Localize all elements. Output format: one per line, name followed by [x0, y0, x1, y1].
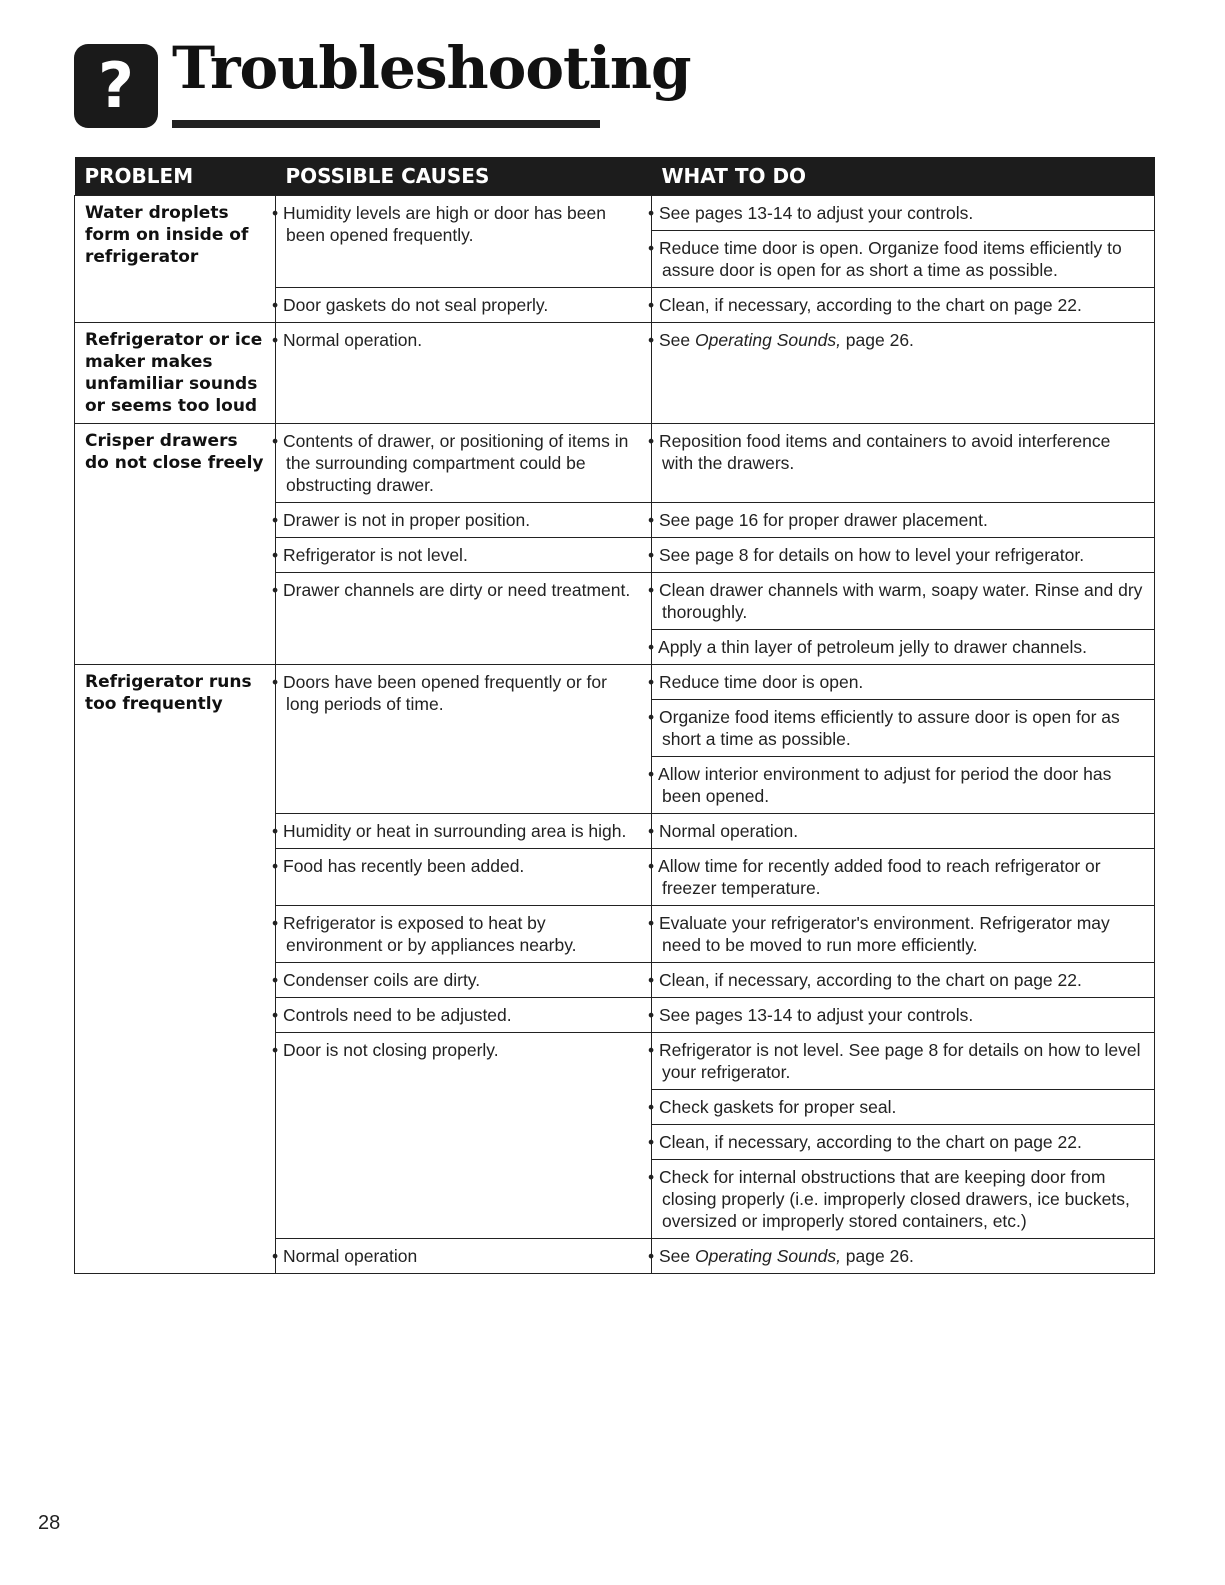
- table-header-row: [75, 157, 1155, 196]
- what-to-do-cell: • Evaluate your refrigerator's environment. Refrigerator may need to be moved to run more efficiently.: [652, 906, 1155, 963]
- cause-cell: • Drawer is not in proper position.: [276, 503, 652, 538]
- table-row: [75, 196, 1155, 231]
- what-to-do-cell: • Refrigerator is not level. See page 8 for details on how to level your refrigerator.: [652, 1033, 1155, 1090]
- what-to-do-cell: [652, 323, 1155, 424]
- what-to-do-cell: • Clean drawer channels with warm, soapy water. Rinse and dry thoroughly.: [652, 573, 1155, 630]
- troubleshooting-table: [74, 157, 1155, 1274]
- cause-cell: • Refrigerator is not level.: [276, 538, 652, 573]
- todo-text: See: [659, 1246, 695, 1266]
- problem-cell: Crisper drawers do not close freely: [75, 424, 276, 665]
- what-to-do-cell: • Normal operation.: [652, 814, 1155, 849]
- table-body: [75, 196, 1155, 1274]
- what-to-do-cell: • Reduce time door is open.: [652, 665, 1155, 700]
- what-to-do-cell: • Reposition food items and containers to avoid interference with the drawers.: [652, 424, 1155, 503]
- what-to-do-cell: • Clean, if necessary, according to the chart on page 22.: [652, 1125, 1155, 1160]
- cause-cell: • Contents of drawer, or positioning of items in the surrounding compartment could be obstructing drawer.: [276, 424, 652, 503]
- page-title: Troubleshooting: [172, 34, 691, 102]
- what-to-do-cell: • Check gaskets for proper seal.: [652, 1090, 1155, 1125]
- problem-cell: Refrigerator or ice maker makes unfamiliar sounds or seems too loud: [75, 323, 276, 424]
- cause-cell: • Drawer channels are dirty or need treatment.: [276, 573, 652, 665]
- cause-cell: • Normal operation.: [276, 323, 652, 424]
- what-to-do-cell: • See page 8 for details on how to level your refrigerator.: [652, 538, 1155, 573]
- what-to-do-cell: • Clean, if necessary, according to the chart on page 22.: [652, 288, 1155, 323]
- todo-text: page 26.: [840, 330, 914, 350]
- what-to-do-cell: [652, 1239, 1155, 1274]
- todo-text: See: [659, 330, 695, 350]
- what-to-do-cell: • Check for internal obstructions that are keeping door from closing properly (i.e. improperly closed drawers, ice buckets, oversized or improperly stored containers, etc.): [652, 1160, 1155, 1239]
- column-header-causes: POSSIBLE CAUSES: [276, 157, 652, 196]
- what-to-do-cell: • Reduce time door is open. Organize food items efficiently to assure door is open for as short a time as possible.: [652, 231, 1155, 288]
- page-header: [74, 34, 691, 128]
- what-to-do-cell: • Clean, if necessary, according to the chart on page 22.: [652, 963, 1155, 998]
- what-to-do-cell: • See page 16 for proper drawer placement.: [652, 503, 1155, 538]
- title-underline: [172, 120, 600, 128]
- cause-cell: • Door is not closing properly.: [276, 1033, 652, 1239]
- problem-cell: Water droplets form on inside of refrigerator: [75, 196, 276, 323]
- todo-reference: Operating Sounds,: [695, 330, 841, 350]
- problem-cell: Refrigerator runs too frequently: [75, 665, 276, 1274]
- cause-cell: • Refrigerator is exposed to heat by environment or by appliances nearby.: [276, 906, 652, 963]
- todo-reference: Operating Sounds,: [695, 1246, 841, 1266]
- table-row: [75, 665, 1155, 700]
- table-row: [75, 323, 1155, 424]
- what-to-do-cell: • See pages 13-14 to adjust your controls.: [652, 196, 1155, 231]
- table-row: [75, 424, 1155, 503]
- page-number: 28: [38, 1512, 61, 1534]
- what-to-do-cell: • See pages 13-14 to adjust your controls.: [652, 998, 1155, 1033]
- question-icon: ?: [74, 44, 158, 128]
- what-to-do-cell: • Allow interior environment to adjust for period the door has been opened.: [652, 757, 1155, 814]
- cause-cell: • Food has recently been added.: [276, 849, 652, 906]
- cause-cell: • Door gaskets do not seal properly.: [276, 288, 652, 323]
- cause-cell: • Normal operation: [276, 1239, 652, 1274]
- cause-cell: • Doors have been opened frequently or for long periods of time.: [276, 665, 652, 814]
- what-to-do-cell: • Apply a thin layer of petroleum jelly to drawer channels.: [652, 630, 1155, 665]
- todo-text: page 26.: [840, 1246, 914, 1266]
- what-to-do-cell: • Allow time for recently added food to reach refrigerator or freezer temperature.: [652, 849, 1155, 906]
- cause-cell: • Condenser coils are dirty.: [276, 963, 652, 998]
- cause-cell: • Controls need to be adjusted.: [276, 998, 652, 1033]
- column-header-what-to-do: WHAT TO DO: [652, 157, 1155, 196]
- column-header-problem: PROBLEM: [75, 157, 276, 196]
- what-to-do-cell: • Organize food items efficiently to assure door is open for as short a time as possible.: [652, 700, 1155, 757]
- cause-cell: • Humidity levels are high or door has been been opened frequently.: [276, 196, 652, 288]
- cause-cell: • Humidity or heat in surrounding area is high.: [276, 814, 652, 849]
